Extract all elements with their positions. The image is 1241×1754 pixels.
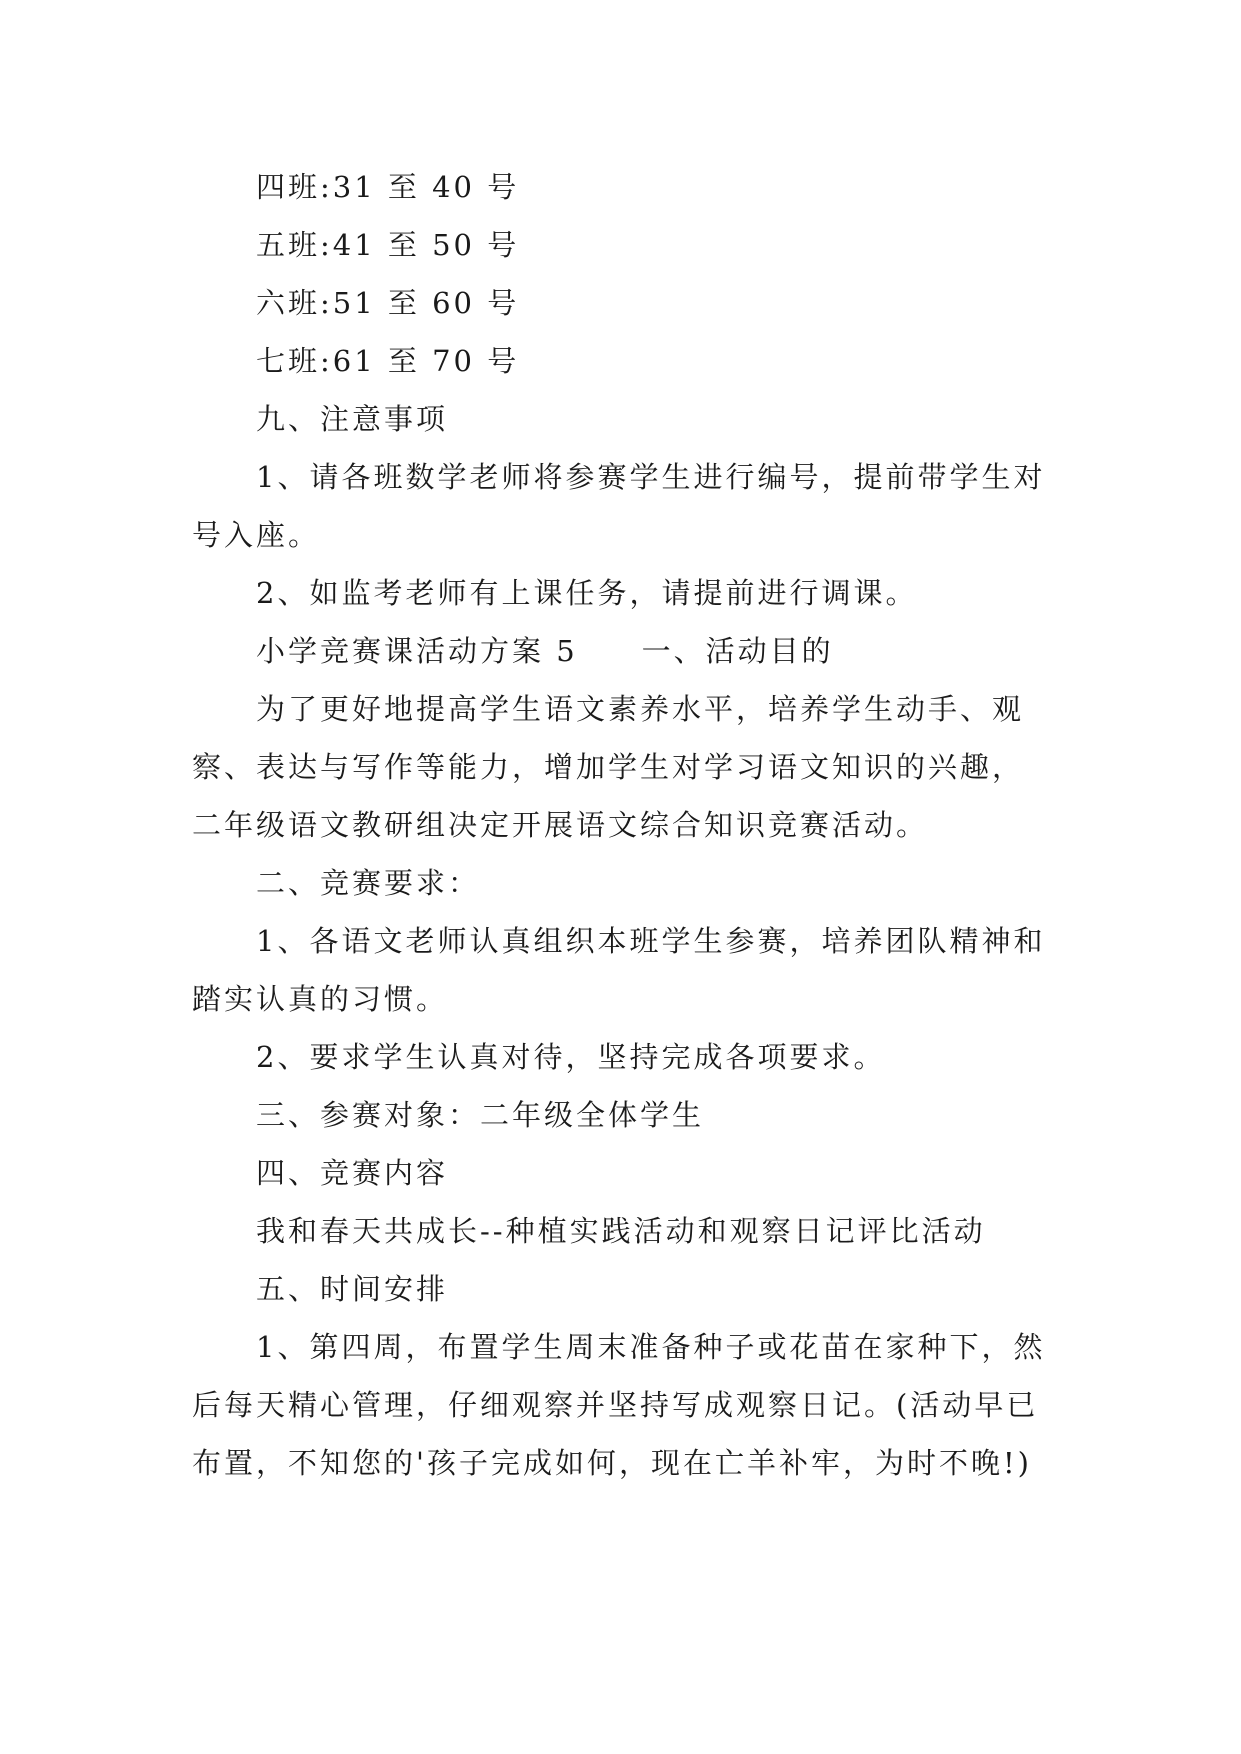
paragraph-class-seven: 七班:61 至 70 号 [256,344,520,378]
paragraph-class-six: 六班:51 至 60 号 [256,286,520,320]
paragraph-content: 我和春天共成长--种植实践活动和观察日记评比活动 [256,1214,986,1248]
paragraph-class-five: 五班:41 至 50 号 [256,228,520,262]
paragraph-schedule-1: 1、第四周，布置学生周末准备种子或花苗在家种下，然后每天精心管理，仔细观察并坚持写成观察日记。(活动早已布置，不知您的'孩子完成如何，现在亡羊补牢，为时不晚!) [192,1330,1046,1480]
heading-content: 四、竞赛内容 [256,1156,449,1190]
paragraph-purpose: 为了更好地提高学生语文素养水平，培养学生动手、观察、表达与写作等能力，增加学生对学习语文知识的兴趣，二年级语文教研组决定开展语文综合知识竞赛活动。 [192,692,1025,842]
paragraph-note-1: 1、请各班数学老师将参赛学生进行编号，提前带学生对号入座。 [192,460,1046,552]
heading-participants: 三、参赛对象：二年级全体学生 [256,1098,705,1132]
paragraph-class-four: 四班:31 至 40 号 [256,170,520,204]
paragraph-requirement-1: 1、各语文老师认真组织本班学生参赛，培养团队精神和踏实认真的习惯。 [192,924,1046,1016]
heading-schedule: 五、时间安排 [256,1272,449,1306]
paragraph-note-2: 2、如监考老师有上课任务，请提前进行调课。 [256,576,918,610]
heading-requirements: 二、竞赛要求： [256,866,481,900]
heading-plan-5 [192,622,1054,680]
heading-notes: 九、注意事项 [256,402,449,436]
document-body [192,158,1054,1492]
section-purpose: 一、活动目的 [641,634,834,668]
plan-title: 小学竞赛课活动方案 5 [256,634,578,668]
paragraph-requirement-2: 2、要求学生认真对待，坚持完成各项要求。 [256,1040,886,1074]
